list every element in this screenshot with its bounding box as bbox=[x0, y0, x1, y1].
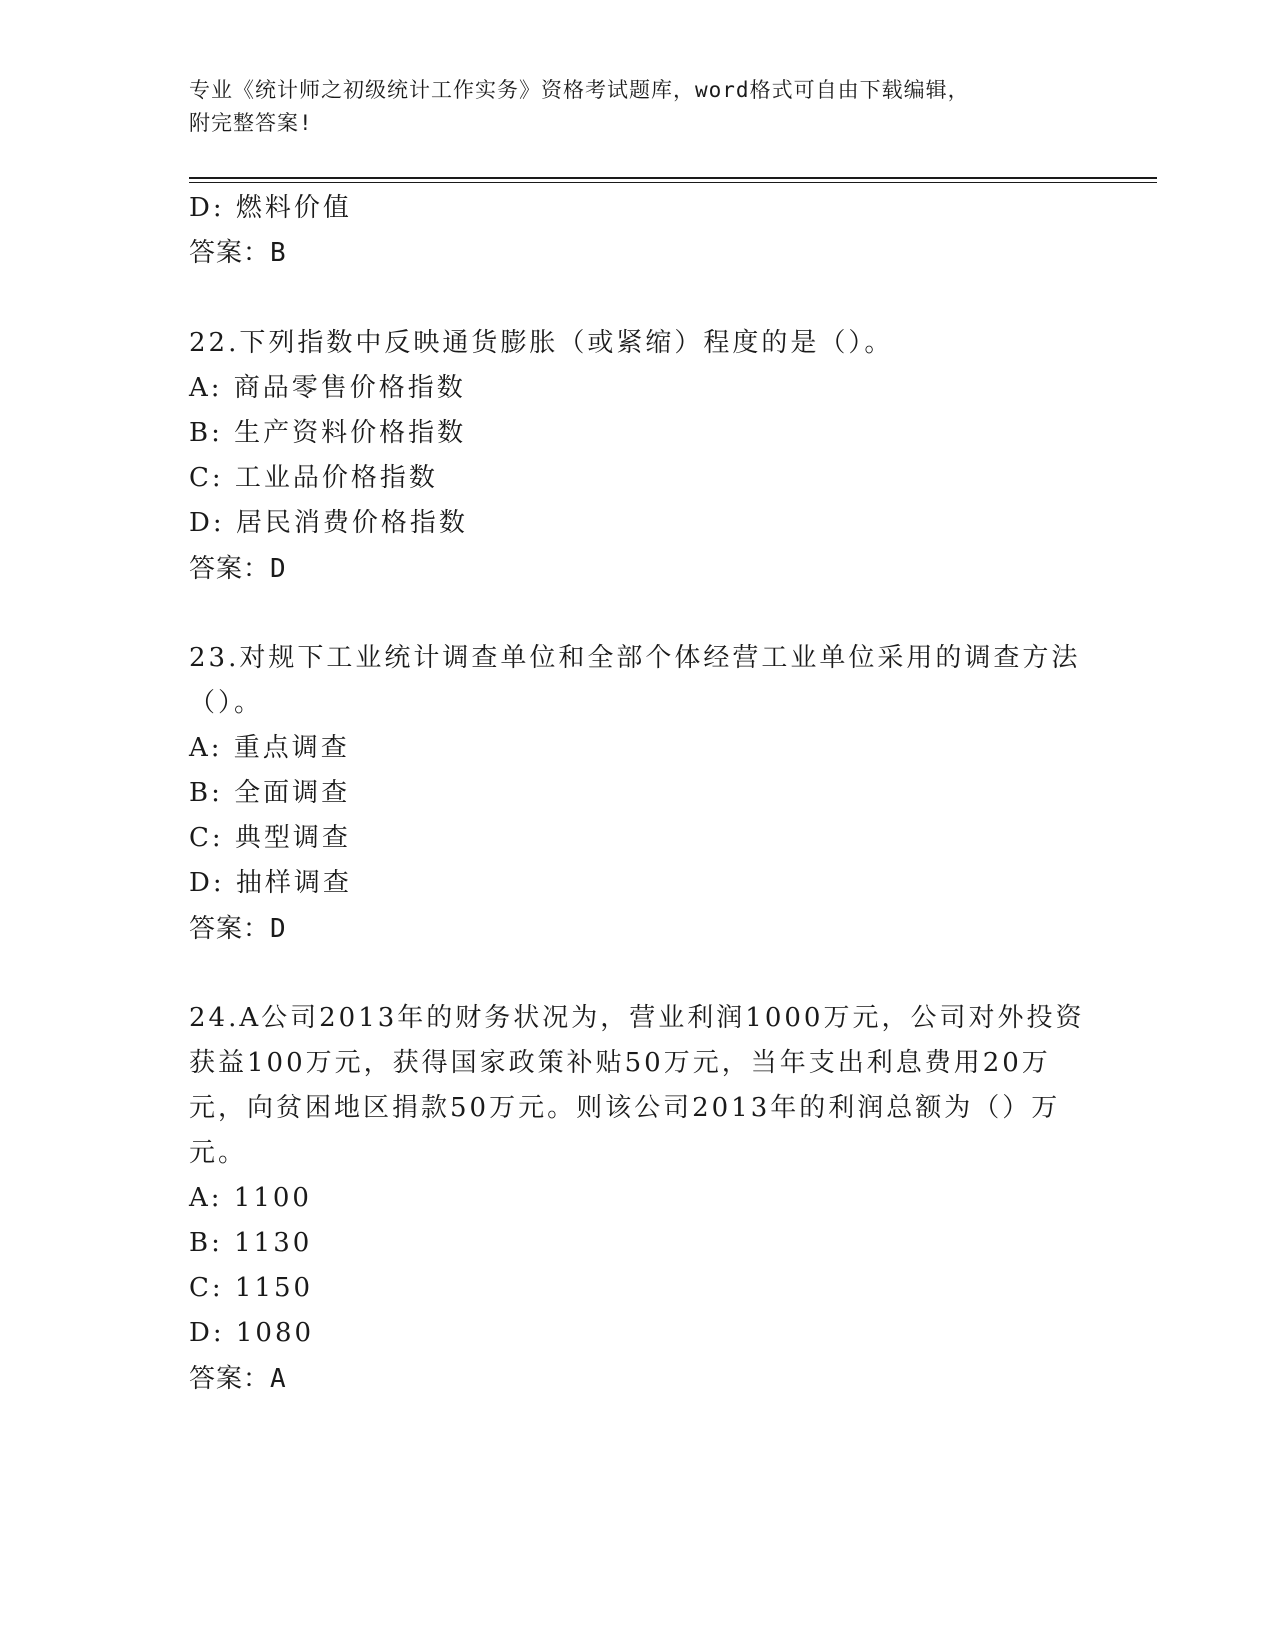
q24-option-b: B: 1130 bbox=[189, 1228, 313, 1258]
q22-stem: 22.下列指数中反映通货膨胀（或紧缩）程度的是（）。 bbox=[189, 328, 894, 358]
q24-stem-line-2: 获益100万元，获得国家政策补贴50万元，当年支出利息费用20万 bbox=[189, 1048, 1051, 1078]
header-divider-thin bbox=[189, 182, 1157, 183]
prev-option-d: D: 燃料价值 bbox=[189, 193, 352, 223]
header-line-2: 附完整答案! bbox=[189, 111, 313, 135]
q22-option-a: A: 商品零售价格指数 bbox=[189, 373, 466, 403]
q24-answer: 答案：A bbox=[189, 1364, 287, 1394]
q23-option-b: B: 全面调查 bbox=[189, 778, 351, 808]
q22-answer: 答案：D bbox=[189, 554, 287, 584]
q24-option-a: A: 1100 bbox=[189, 1183, 312, 1213]
q22-option-d: D: 居民消费价格指数 bbox=[189, 508, 468, 538]
header-divider-thick bbox=[189, 177, 1157, 179]
q22-option-c: C: 工业品价格指数 bbox=[189, 463, 438, 493]
q24-stem-line-3: 元，向贫困地区捐款50万元。则该公司2013年的利润总额为（）万 bbox=[189, 1093, 1061, 1123]
q24-option-c: C: 1150 bbox=[189, 1273, 314, 1303]
q24-stem-line-4: 元。 bbox=[189, 1138, 248, 1168]
header-line-1: 专业《统计师之初级统计工作实务》资格考试题库，word格式可自由下载编辑， bbox=[189, 78, 970, 102]
q23-answer: 答案：D bbox=[189, 914, 287, 944]
q23-stem-line-1: 23.对规下工业统计调查单位和全部个体经营工业单位采用的调查方法 bbox=[189, 643, 1081, 673]
q23-stem-line-2: （）。 bbox=[189, 688, 264, 718]
q22-option-b: B: 生产资料价格指数 bbox=[189, 418, 467, 448]
q24-stem-line-1: 24.A公司2013年的财务状况为，营业利润1000万元，公司对外投资 bbox=[189, 1003, 1085, 1033]
q24-option-d: D: 1080 bbox=[189, 1318, 315, 1348]
q23-option-d: D: 抽样调查 bbox=[189, 868, 352, 898]
q23-option-a: A: 重点调查 bbox=[189, 733, 350, 763]
prev-answer: 答案：B bbox=[189, 238, 287, 268]
q23-option-c: C: 典型调查 bbox=[189, 823, 351, 853]
document-header bbox=[189, 74, 1069, 140]
